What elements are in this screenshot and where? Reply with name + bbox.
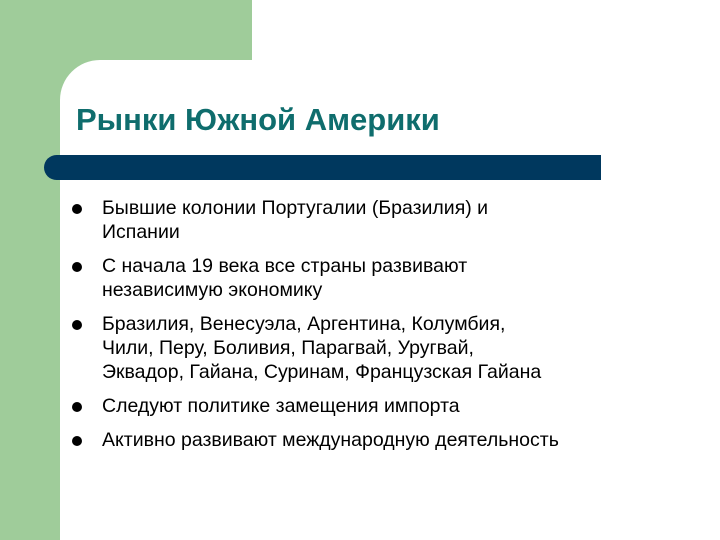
green-sidebar-decoration [0,0,60,540]
bullet-text: С начала 19 века все страны развивают независимую экономику [102,255,468,301]
bullet-item [72,312,702,384]
bullet-item [72,196,702,244]
bullet-dot-icon [72,320,82,330]
slide-title: Рынки Южной Америки [76,102,440,137]
bullet-text: Следуют политике замещения импорта [102,395,460,417]
bullet-dot-icon [72,436,82,446]
title-underline-bar [44,155,601,180]
bullet-dot-icon [72,402,82,412]
bullet-item [72,428,702,452]
bullet-dot-icon [72,204,82,214]
bullet-dot-icon [72,262,82,272]
green-top-decoration [0,0,252,60]
bullet-list [72,196,702,462]
bullet-text: Бразилия, Венесуэла, Аргентина, Колумбия, Чили, Перу, Боливия, Парагвай, Уругвай, Эквадор, Гайана, Суринам, Французская Гайана [102,313,542,383]
bullet-text: Бывшие колонии Португалии (Бразилия) и Испании [102,197,489,243]
bullet-item [72,394,702,418]
bullet-item [72,254,702,302]
bullet-text: Активно развивают международную деятельность [102,429,559,451]
